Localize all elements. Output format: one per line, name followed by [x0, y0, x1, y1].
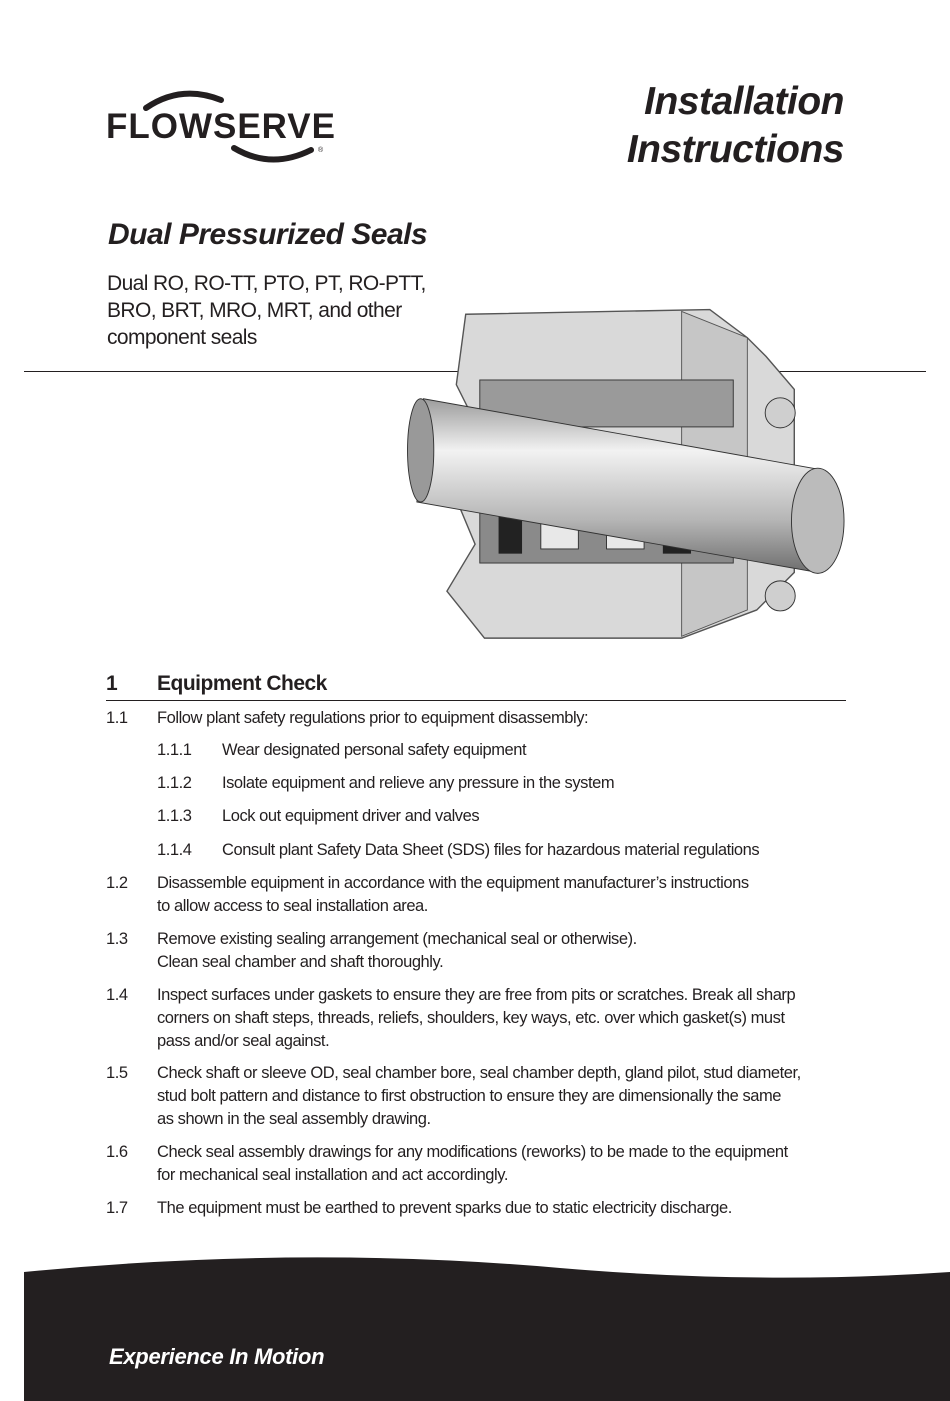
svg-text:®: ®	[318, 147, 324, 154]
section-number: 1	[106, 672, 118, 695]
item-number: 1.1	[106, 709, 128, 727]
item-text: Follow plant safety regulations prior to equipment disassembly:	[157, 709, 589, 727]
item-number: 1.3	[106, 930, 128, 948]
item-number: 1.2	[106, 874, 128, 892]
item-text: Check seal assembly drawings for any modifications (reworks) to be made to the equipment for mechanical seal installation and act accordingly.	[157, 1143, 788, 1184]
item-number: 1.4	[106, 986, 128, 1004]
item-text: Wear designated personal safety equipment	[222, 741, 527, 759]
flowserve-logo	[106, 88, 338, 172]
footer-wave-band	[0, 1250, 950, 1401]
item-number: 1.1.2	[157, 774, 192, 792]
document-title: Installation Instructions	[626, 80, 844, 171]
section-heading	[106, 672, 846, 701]
item-number: 1.1.4	[157, 841, 192, 859]
item-text: Lock out equipment driver and valves	[222, 807, 480, 825]
item-text: The equipment must be earthed to prevent sparks due to static electricity discharge.	[157, 1199, 732, 1217]
item-text: Isolate equipment and relieve any pressure in the system	[222, 774, 615, 792]
item-number: 1.6	[106, 1143, 128, 1161]
seal-cutaway-illustration	[400, 300, 860, 643]
footer-tagline: Experience In Motion	[109, 1344, 325, 1369]
item-text: Disassemble equipment in accordance with the equipment manufacturer’s instructions to allow access to seal installation area.	[157, 874, 749, 915]
item-text: Inspect surfaces under gaskets to ensure they are free from pits or scratches. Break all sharp corners on shaft steps, threads, reliefs, shoulders, key ways, etc. over which gasket(s) must pass and/or seal against.	[157, 986, 796, 1050]
seal-type-heading: Dual Pressurized Seals	[108, 218, 428, 251]
item-number: 1.1.1	[157, 741, 192, 759]
svg-text:FLOWSERVE: FLOWSERVE	[106, 107, 334, 146]
item-number: 1.7	[106, 1199, 128, 1217]
item-number: 1.5	[106, 1064, 128, 1082]
seal-models-description: Dual RO, RO-TT, PTO, PT, RO-PTT, BRO, BRT, MRO, MRT, and other component seals	[107, 272, 426, 349]
item-number: 1.1.3	[157, 807, 192, 825]
item-text: Remove existing sealing arrangement (mechanical seal or otherwise). Clean seal chamber and shaft thoroughly.	[157, 930, 637, 971]
section-title: Equipment Check	[157, 672, 327, 695]
item-text: Consult plant Safety Data Sheet (SDS) files for hazardous material regulations	[222, 841, 760, 859]
item-text: Check shaft or sleeve OD, seal chamber bore, seal chamber depth, gland pilot, stud diameter, stud bolt pattern and distance to first obstruction to ensure they are dimensionally the same as shown in the seal assembly drawing.	[157, 1064, 801, 1128]
